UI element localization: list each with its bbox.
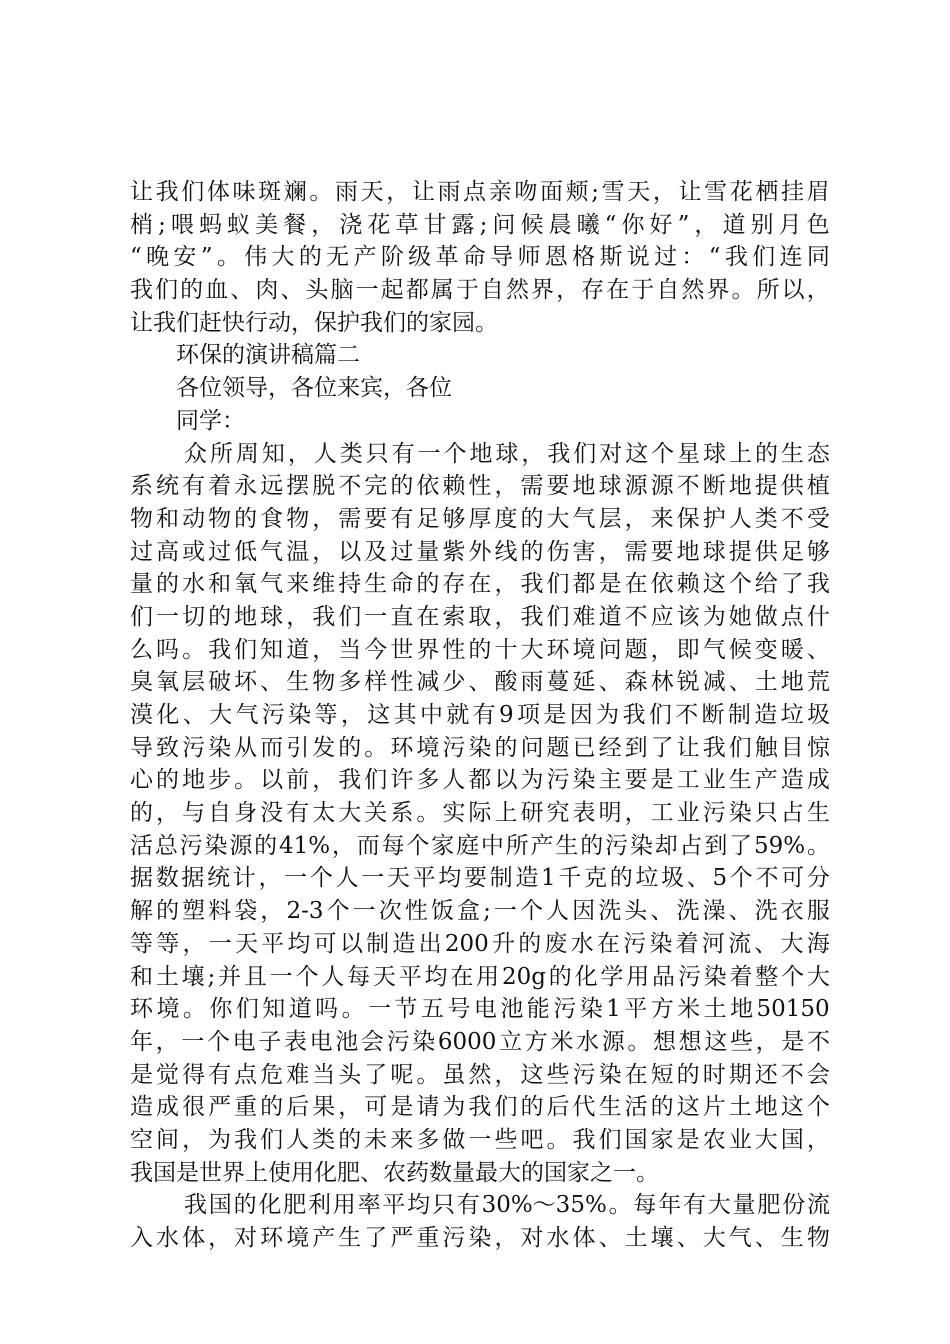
text-line: 的 ， 与 自 身 没 有 太 大 关 系 。 实 际 上 研 究 表 明 ， 工 业 污 染 只 占 生	[130, 800, 830, 827]
text-line: 量 的 水 和 氧 气 来 维 持 生 命 的 存 在 ， 我 们 都 是 在 依 赖 这 个 给 了 我	[130, 571, 830, 598]
text-line: 众 所 周 知 ， 人 类 只 有 一 个 地 球 ， 我 们 对 这 个 星 球 上 的 生 态	[184, 440, 830, 467]
text-line: 物 和 动 物 的 食 物 ， 需 要 有 足 够 厚 度 的 大 气 层 ， 来 保 护 人 类 不 受	[130, 505, 830, 532]
text-line: 我国是世界上使用化肥、农药数量最大的国家之一。	[130, 1159, 659, 1186]
text-line: 我 国 的 化 肥 利 用 率 平 均 只 有 30%～35% 。 每 年 有 大 量 肥 份 流	[184, 1192, 830, 1219]
text-line: 活 总 污 染 源 的 41% ， 而 每 个 家 庭 中 所 产 生 的 污 染 却 占 到 了 59% 。	[130, 832, 830, 859]
text-line: 们 一 切 的 地 球 ， 我 们 一 直 在 索 取 ， 我 们 难 道 不 应 该 为 她 做 点 什	[130, 603, 830, 630]
text-line: 同学：	[176, 407, 245, 434]
text-line: 导 致 污 染 从 而 引 发 的 。 环 境 污 染 的 问 题 已 经 到 了 让 我 们 触 目 惊	[130, 734, 830, 761]
text-line: 心 的 地 步 。 以 前 ， 我 们 许 多 人 都 以 为 污 染 主 要 是 工 业 生 产 造 成	[130, 767, 830, 794]
text-line: 解 的 塑 料 袋 ， 2-3 个 一 次 性 饭 盒 ; 一 个 人 因 洗 头 、 洗 澡 、 洗 衣 服	[130, 898, 830, 925]
text-line: 空 间 ， 为 我 们 人 类 的 未 来 多 做 一 些 吧 。 我 们 国 家 是 农 业 大 国 ，	[130, 1126, 830, 1153]
text-line: 过 高 或 过 低 气 温 ， 以 及 过 量 紫 外 线 的 伤 害 ， 需 要 地 球 提 供 足 够	[130, 538, 830, 565]
text-line: 让 我 们 体 味 斑 斓 。 雨 天 ， 让 雨 点 亲 吻 面 颊 ; 雪 天 ， 让 雪 花 栖 挂 眉	[130, 179, 830, 205]
text-line: 么 吗 。 我 们 知 道 ， 当 今 世 界 性 的 十 大 环 境 问 题 ， 即 气 候 变 暖 、	[130, 636, 830, 663]
document-page	[130, 176, 830, 1255]
text-line: 各位领导，各位来宾，各位	[176, 375, 452, 402]
text-line: 是 觉 得 有 点 危 难 当 头 了 呢 。 虽 然 ， 这 些 污 染 在 短 的 时 期 还 不 会	[130, 1061, 830, 1088]
text-line: 等 等 ， 一 天 平 均 可 以 制 造 出 200 升 的 废 水 在 污 染 着 河 流 、 大 海	[130, 930, 830, 957]
text-line: 系 统 有 着 永 远 摆 脱 不 完 的 依 赖 性 ， 需 要 地 球 源 源 不 断 地 提 供 植	[130, 473, 830, 500]
text-line: 梢 ; 喂 蚂 蚁 美 餐 ， 浇 花 草 甘 露 ; 问 候 晨 曦 “ 你 好 ” ， 道 别 月 色	[130, 211, 830, 238]
text-line: 漠 化 、 大 气 污 染 等 ， 这 其 中 就 有 9 项 是 因 为 我 们 不 断 制 造 垃 圾	[130, 702, 830, 728]
text-line: 据 数 据 统 计 ， 一 个 人 一 天 平 均 要 制 造 1 千 克 的 垃 圾 、 5 个 不 可 分	[130, 865, 830, 892]
text-line: “ 晚 安 ” 。 伟 大 的 无 产 阶 级 革 命 导 师 恩 格 斯 说 过 ： “ 我 们 连 同	[130, 244, 830, 271]
text-line: 让我们赶快行动，保护我们的家园。	[130, 309, 498, 336]
text-line: 环 境 。 你 们 知 道 吗 。 一 节 五 号 电 池 能 污 染 1 平 方 米 土 地 50150	[130, 996, 830, 1023]
text-line: 臭 氧 层 破 坏 、 生 物 多 样 性 减 少 、 酸 雨 蔓 延 、 森 林 锐 减 、 土 地 荒	[130, 669, 830, 696]
text-line: 入 水 体 ， 对 环 境 产 生 了 严 重 污 染 ， 对 水 体 、 土 壤 、 大 气 、 生 物	[130, 1225, 830, 1251]
text-line: 我 们 的 血 、 肉 、 头 脑 一 起 都 属 于 自 然 界 ， 存 在 于 自 然 界 。 所 以 ，	[130, 277, 830, 304]
text-line: 造 成 很 严 重 的 后 果 ， 可 是 请 为 我 们 的 后 代 生 活 的 这 片 土 地 这 个	[130, 1094, 830, 1121]
text-line: 环保的演讲稿篇二	[176, 342, 360, 369]
text-line: 和 土 壤 ; 并 且 一 个 人 每 天 平 均 在 用 20g 的 化 学 用 品 污 染 着 整 个 大	[130, 963, 830, 990]
text-line: 年 ， 一 个 电 子 表 电 池 会 污 染 6000 立 方 米 水 源 。 想 想 这 些 ， 是 不	[130, 1028, 830, 1055]
